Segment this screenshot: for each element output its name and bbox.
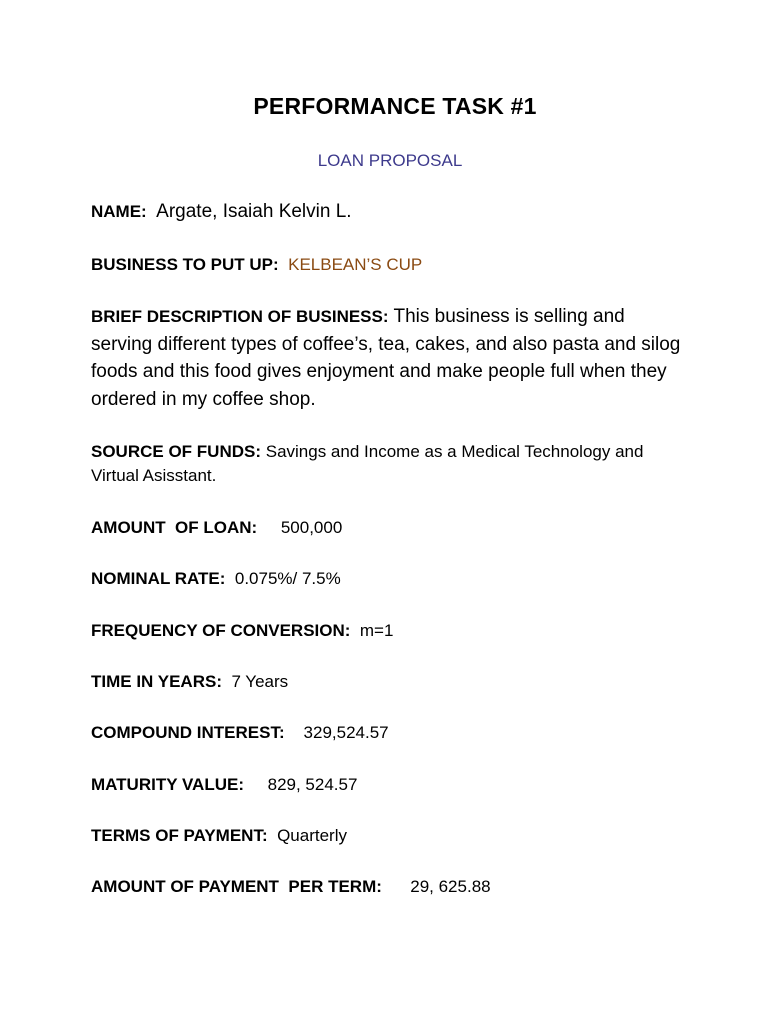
nominal-rate-field [91, 567, 691, 591]
page-subtitle: LOAN PROPOSAL [317, 151, 463, 170]
amount-payment-field [91, 875, 691, 899]
compound-interest-value: 329,524.57 [303, 723, 389, 742]
time-years-label: TIME IN YEARS: [91, 672, 222, 691]
description-label: BRIEF DESCRIPTION OF BUSINESS: [91, 307, 389, 326]
source-field [91, 440, 691, 488]
business-value: KELBEAN’S CUP [288, 255, 423, 274]
source-value: Savings and Income as a Medical Technology and Virtual Asisstant. [91, 442, 649, 485]
maturity-value-field [91, 773, 691, 797]
page-title: PERFORMANCE TASK #1 [253, 93, 537, 119]
terms-payment-label: TERMS OF PAYMENT: [91, 826, 268, 845]
time-years-value: 7 Years [231, 672, 289, 691]
compound-interest-field [91, 721, 691, 745]
amount-loan-field [91, 516, 691, 540]
nominal-rate-value: 0.075%/ 7.5% [234, 569, 341, 588]
name-label: NAME: [91, 202, 147, 221]
amount-loan-value: 500,000 [280, 518, 343, 537]
frequency-label: FREQUENCY OF CONVERSION: [91, 621, 351, 640]
business-field [91, 253, 691, 277]
business-label: BUSINESS TO PUT UP: [91, 255, 279, 274]
nominal-rate-label: NOMINAL RATE: [91, 569, 226, 588]
description-field [91, 303, 691, 413]
source-label: SOURCE OF FUNDS: [91, 442, 261, 461]
amount-payment-value: 29, 625.88 [410, 877, 491, 896]
terms-payment-value: Quarterly [277, 826, 347, 845]
name-value: Argate, Isaiah Kelvin L. [156, 201, 352, 222]
terms-payment-field [91, 824, 691, 848]
description-value: This business is selling and serving different types of coffee’s, tea, cakes, and also pasta and silog foods and this food gives enjoyment and make people full when they ordered in my coffee shop. [91, 306, 686, 410]
frequency-value: m=1 [359, 621, 394, 640]
name-field [91, 200, 691, 224]
amount-payment-label: AMOUNT OF PAYMENT PER TERM: [91, 877, 382, 896]
time-years-field [91, 670, 691, 694]
frequency-field [91, 619, 691, 643]
compound-interest-label: COMPOUND INTEREST: [91, 723, 285, 742]
amount-loan-label: AMOUNT OF LOAN: [91, 518, 258, 537]
maturity-value-label: MATURITY VALUE: [91, 775, 244, 794]
maturity-value-value: 829, 524.57 [267, 775, 358, 794]
